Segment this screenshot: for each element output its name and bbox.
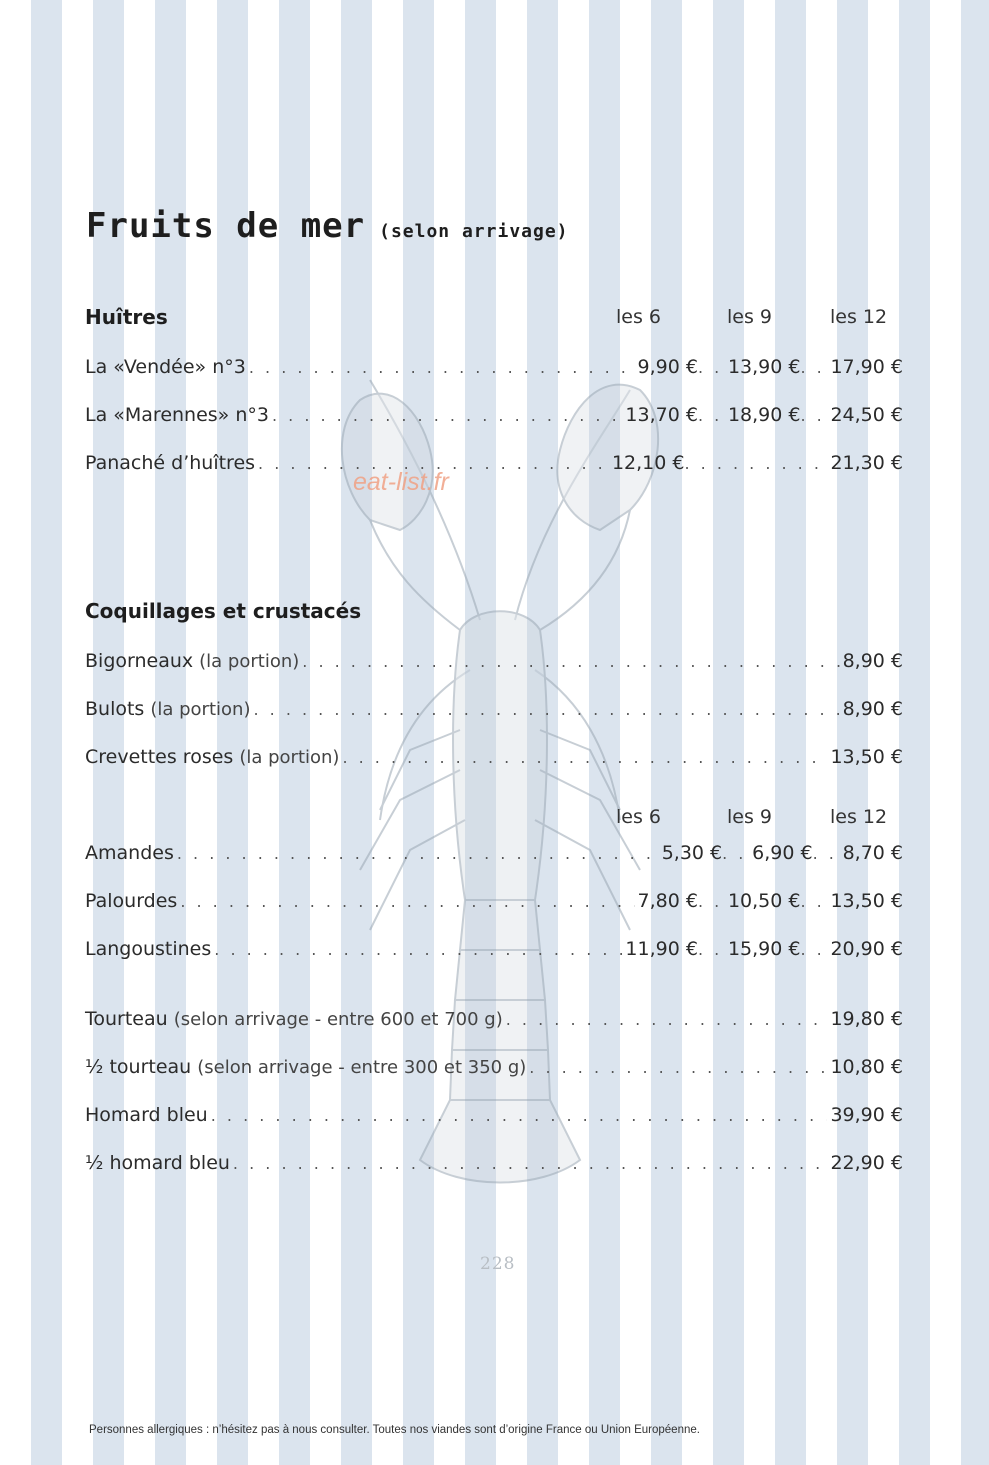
leader-dots bbox=[800, 940, 830, 959]
item-note: (la portion) bbox=[199, 651, 300, 672]
leader-dots bbox=[342, 748, 827, 767]
item-name: Crevettes roses bbox=[85, 746, 234, 768]
item-price-6: 11,90 € bbox=[625, 938, 698, 960]
item-name: ½ tourteau bbox=[85, 1056, 192, 1078]
item-price-12: 20,90 € bbox=[830, 938, 903, 960]
leader-dots bbox=[211, 1106, 828, 1125]
item-name: La «Vendée» n°3 bbox=[85, 356, 246, 378]
leader-dots bbox=[698, 406, 728, 425]
col-header-12: les 12 bbox=[830, 806, 888, 828]
menu-item bbox=[85, 698, 903, 726]
leader-dots bbox=[529, 1058, 827, 1077]
section-title-coquillages: Coquillages et crustacés bbox=[85, 599, 362, 623]
item-name: Panaché d’huîtres bbox=[85, 452, 256, 474]
item-price-12: 17,90 € bbox=[830, 356, 903, 378]
leader-dots bbox=[177, 844, 659, 863]
leader-dots bbox=[813, 844, 843, 863]
item-note: (la portion) bbox=[150, 699, 251, 720]
leader-dots bbox=[684, 454, 830, 473]
leader-dots bbox=[698, 892, 728, 911]
item-price: 10,80 € bbox=[830, 1056, 903, 1078]
item-price: 19,80 € bbox=[830, 1008, 903, 1030]
menu-item bbox=[85, 1008, 903, 1036]
menu-item bbox=[85, 1104, 903, 1132]
leader-dots bbox=[249, 358, 635, 377]
item-name: La «Marennes» n°3 bbox=[85, 404, 269, 426]
item-name: Bulots bbox=[85, 698, 145, 720]
leader-dots bbox=[253, 700, 839, 719]
item-name: Bigorneaux bbox=[85, 650, 194, 672]
menu-item bbox=[85, 842, 903, 870]
item-price-9: 15,90 € bbox=[727, 938, 801, 960]
menu-item bbox=[85, 746, 903, 774]
item-price-9: 18,90 € bbox=[727, 404, 801, 426]
item-note: (selon arrivage - entre 300 et 350 g) bbox=[197, 1057, 527, 1078]
item-price: 8,90 € bbox=[842, 698, 903, 720]
item-price: 13,50 € bbox=[830, 746, 903, 768]
menu-item bbox=[85, 890, 903, 918]
leader-dots bbox=[698, 940, 728, 959]
item-name: Palourdes bbox=[85, 890, 178, 912]
page-title bbox=[86, 206, 569, 246]
leader-dots bbox=[800, 406, 830, 425]
item-price: 8,90 € bbox=[842, 650, 903, 672]
item-price-6: 5,30 € bbox=[661, 842, 723, 864]
leader-dots bbox=[800, 892, 830, 911]
plate-number: 228 bbox=[480, 1254, 516, 1274]
menu-item bbox=[85, 650, 903, 678]
item-price-12: 24,50 € bbox=[830, 404, 903, 426]
item-price-12: 21,30 € bbox=[830, 452, 903, 474]
leader-dots bbox=[258, 454, 609, 473]
leader-dots bbox=[180, 892, 634, 911]
leader-dots bbox=[272, 406, 622, 425]
item-price-9: 13,90 € bbox=[727, 356, 801, 378]
leader-dots bbox=[506, 1010, 828, 1029]
title-text: Fruits de mer bbox=[86, 206, 366, 246]
col-header-9: les 9 bbox=[727, 806, 772, 828]
title-note: (selon arrivage) bbox=[379, 221, 569, 242]
allergy-footer: Personnes allergiques : n’hésitez pas à nous consulter. Toutes nos viandes sont d’origine France ou Union Européenne. bbox=[89, 1424, 700, 1436]
item-price-9: 6,90 € bbox=[752, 842, 813, 864]
col-header-9: les 9 bbox=[727, 306, 772, 328]
item-note: (la portion) bbox=[239, 747, 340, 768]
menu-item bbox=[85, 1152, 903, 1180]
leader-dots bbox=[214, 940, 622, 959]
item-price-6: 9,90 € bbox=[637, 356, 698, 378]
col-header-6: les 6 bbox=[616, 806, 661, 828]
item-name: Homard bleu bbox=[85, 1104, 208, 1126]
watermark: eat-list.fr bbox=[353, 468, 449, 496]
col-header-12: les 12 bbox=[830, 306, 888, 328]
section-title-huitres: Huîtres bbox=[85, 305, 168, 329]
item-price-6: 12,10 € bbox=[611, 452, 685, 474]
menu-item bbox=[85, 404, 903, 432]
col-header-6: les 6 bbox=[616, 306, 661, 328]
item-name: Tourteau bbox=[85, 1008, 168, 1030]
leader-dots bbox=[800, 358, 830, 377]
menu-item bbox=[85, 356, 903, 384]
item-price-12: 13,50 € bbox=[830, 890, 903, 912]
item-price-9: 10,50 € bbox=[727, 890, 801, 912]
menu-item bbox=[85, 938, 903, 966]
leader-dots bbox=[233, 1154, 828, 1173]
menu-item bbox=[85, 452, 903, 480]
item-price-12: 8,70 € bbox=[842, 842, 903, 864]
item-price-6: 13,70 € bbox=[625, 404, 698, 426]
item-name: Langoustines bbox=[85, 938, 212, 960]
item-name: ½ homard bleu bbox=[85, 1152, 230, 1174]
menu-item bbox=[85, 1056, 903, 1084]
item-name: Amandes bbox=[85, 842, 174, 864]
item-note: (selon arrivage - entre 600 et 700 g) bbox=[173, 1009, 503, 1030]
item-price-6: 7,80 € bbox=[637, 890, 698, 912]
leader-dots bbox=[722, 844, 752, 863]
item-price: 39,90 € bbox=[830, 1104, 903, 1126]
leader-dots bbox=[302, 652, 839, 671]
leader-dots bbox=[698, 358, 728, 377]
item-price: 22,90 € bbox=[830, 1152, 903, 1174]
